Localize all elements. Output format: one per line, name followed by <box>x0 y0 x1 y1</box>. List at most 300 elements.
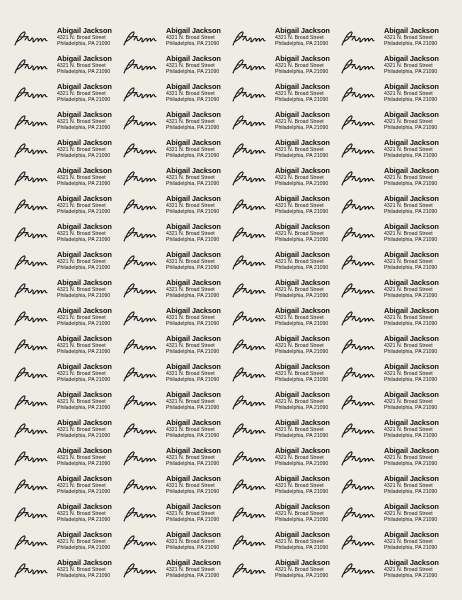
address-block <box>57 531 121 551</box>
handwritten-from-script-icon <box>231 86 267 104</box>
sender-name: Abigail Jackson <box>275 222 330 231</box>
sender-city: Philadelphia, PA 21090 <box>275 264 329 271</box>
sender-city: Philadelphia, PA 21090 <box>57 432 111 439</box>
address-block <box>57 391 121 411</box>
sender-city: Philadelphia, PA 21090 <box>384 180 438 187</box>
sender-name: Abigail Jackson <box>166 278 221 287</box>
sender-street: 4321 N. Broad Street <box>275 454 324 461</box>
handwritten-from-script-icon <box>231 506 267 524</box>
handwritten-from-script-icon <box>13 310 49 328</box>
address-label <box>122 473 231 501</box>
sender-street: 4321 N. Broad Street <box>384 314 433 321</box>
sender-street: 4321 N. Broad Street <box>275 482 324 489</box>
sender-city: Philadelphia, PA 21090 <box>384 376 438 383</box>
sender-street: 4321 N. Broad Street <box>57 314 106 321</box>
sender-city: Philadelphia, PA 21090 <box>275 40 329 47</box>
handwritten-from-script-icon <box>13 226 49 244</box>
handwritten-from-script-icon <box>231 310 267 328</box>
address-label <box>122 137 231 165</box>
handwritten-from-script-icon <box>13 282 49 300</box>
sender-name: Abigail Jackson <box>384 222 439 231</box>
address-block <box>384 391 448 411</box>
address-label <box>340 193 449 221</box>
address-block <box>166 307 230 327</box>
address-label <box>122 557 231 585</box>
sender-street: 4321 N. Broad Street <box>166 454 215 461</box>
sender-city: Philadelphia, PA 21090 <box>384 96 438 103</box>
sender-name: Abigail Jackson <box>384 82 439 91</box>
address-block <box>166 167 230 187</box>
sender-street: 4321 N. Broad Street <box>166 370 215 377</box>
sender-street: 4321 N. Broad Street <box>166 258 215 265</box>
sender-name: Abigail Jackson <box>57 278 112 287</box>
handwritten-from-script-icon <box>340 310 376 328</box>
address-label <box>13 417 122 445</box>
sender-city: Philadelphia, PA 21090 <box>275 404 329 411</box>
address-label <box>231 109 340 137</box>
sender-street: 4321 N. Broad Street <box>384 146 433 153</box>
sender-name: Abigail Jackson <box>384 110 439 119</box>
sender-street: 4321 N. Broad Street <box>275 258 324 265</box>
address-label <box>122 53 231 81</box>
sender-name: Abigail Jackson <box>57 54 112 63</box>
handwritten-from-script-icon <box>340 142 376 160</box>
sender-city: Philadelphia, PA 21090 <box>384 152 438 159</box>
handwritten-from-script-icon <box>122 142 158 160</box>
sender-city: Philadelphia, PA 21090 <box>384 124 438 131</box>
sender-city: Philadelphia, PA 21090 <box>166 488 220 495</box>
address-block <box>275 559 339 579</box>
handwritten-from-script-icon <box>13 86 49 104</box>
handwritten-from-script-icon <box>340 226 376 244</box>
address-label <box>13 529 122 557</box>
sender-city: Philadelphia, PA 21090 <box>384 516 438 523</box>
sender-street: 4321 N. Broad Street <box>166 174 215 181</box>
address-block <box>166 251 230 271</box>
address-block <box>275 419 339 439</box>
handwritten-from-script-icon <box>231 450 267 468</box>
address-label <box>231 25 340 53</box>
address-label <box>122 249 231 277</box>
sender-street: 4321 N. Broad Street <box>275 566 324 573</box>
sender-name: Abigail Jackson <box>275 530 330 539</box>
sender-street: 4321 N. Broad Street <box>166 538 215 545</box>
sender-name: Abigail Jackson <box>166 306 221 315</box>
address-block <box>384 531 448 551</box>
sender-street: 4321 N. Broad Street <box>275 230 324 237</box>
handwritten-from-script-icon <box>122 198 158 216</box>
address-label <box>231 501 340 529</box>
sender-name: Abigail Jackson <box>275 558 330 567</box>
address-label <box>231 193 340 221</box>
address-label <box>340 333 449 361</box>
sender-street: 4321 N. Broad Street <box>166 230 215 237</box>
sender-name: Abigail Jackson <box>57 82 112 91</box>
address-block <box>57 335 121 355</box>
sender-city: Philadelphia, PA 21090 <box>384 68 438 75</box>
sender-name: Abigail Jackson <box>166 138 221 147</box>
sender-name: Abigail Jackson <box>57 530 112 539</box>
sender-street: 4321 N. Broad Street <box>384 230 433 237</box>
sender-name: Abigail Jackson <box>275 250 330 259</box>
sender-name: Abigail Jackson <box>275 82 330 91</box>
handwritten-from-script-icon <box>122 394 158 412</box>
sender-city: Philadelphia, PA 21090 <box>275 292 329 299</box>
address-block <box>384 251 448 271</box>
handwritten-from-script-icon <box>13 338 49 356</box>
sender-name: Abigail Jackson <box>384 362 439 371</box>
sender-street: 4321 N. Broad Street <box>57 118 106 125</box>
sender-city: Philadelphia, PA 21090 <box>57 292 111 299</box>
handwritten-from-script-icon <box>122 562 158 580</box>
address-block <box>275 55 339 75</box>
handwritten-from-script-icon <box>231 422 267 440</box>
address-block <box>57 307 121 327</box>
address-label <box>340 417 449 445</box>
handwritten-from-script-icon <box>340 282 376 300</box>
address-label <box>340 137 449 165</box>
address-label <box>122 445 231 473</box>
address-block <box>384 475 448 495</box>
sender-street: 4321 N. Broad Street <box>166 286 215 293</box>
address-label <box>13 389 122 417</box>
handwritten-from-script-icon <box>13 450 49 468</box>
address-block <box>166 363 230 383</box>
sender-street: 4321 N. Broad Street <box>384 398 433 405</box>
sender-name: Abigail Jackson <box>166 54 221 63</box>
sender-name: Abigail Jackson <box>166 222 221 231</box>
address-block <box>57 55 121 75</box>
sender-city: Philadelphia, PA 21090 <box>166 544 220 551</box>
address-label <box>122 305 231 333</box>
address-block <box>166 531 230 551</box>
sender-street: 4321 N. Broad Street <box>384 258 433 265</box>
sender-name: Abigail Jackson <box>275 110 330 119</box>
sender-city: Philadelphia, PA 21090 <box>275 572 329 579</box>
handwritten-from-script-icon <box>122 366 158 384</box>
sender-city: Philadelphia, PA 21090 <box>166 96 220 103</box>
sender-name: Abigail Jackson <box>166 82 221 91</box>
sender-name: Abigail Jackson <box>384 390 439 399</box>
sender-name: Abigail Jackson <box>384 558 439 567</box>
sender-name: Abigail Jackson <box>166 166 221 175</box>
address-label <box>13 193 122 221</box>
sender-street: 4321 N. Broad Street <box>275 174 324 181</box>
handwritten-from-script-icon <box>231 170 267 188</box>
sender-street: 4321 N. Broad Street <box>57 398 106 405</box>
address-label <box>13 221 122 249</box>
sender-name: Abigail Jackson <box>166 334 221 343</box>
address-label <box>340 445 449 473</box>
sender-name: Abigail Jackson <box>384 138 439 147</box>
sender-city: Philadelphia, PA 21090 <box>57 348 111 355</box>
handwritten-from-script-icon <box>340 562 376 580</box>
address-label <box>231 529 340 557</box>
handwritten-from-script-icon <box>122 282 158 300</box>
sender-name: Abigail Jackson <box>166 530 221 539</box>
address-label <box>13 109 122 137</box>
sender-street: 4321 N. Broad Street <box>384 342 433 349</box>
sender-city: Philadelphia, PA 21090 <box>57 488 111 495</box>
sender-name: Abigail Jackson <box>384 194 439 203</box>
sender-city: Philadelphia, PA 21090 <box>275 320 329 327</box>
address-label <box>231 305 340 333</box>
sender-name: Abigail Jackson <box>57 334 112 343</box>
sender-city: Philadelphia, PA 21090 <box>384 264 438 271</box>
sender-city: Philadelphia, PA 21090 <box>275 180 329 187</box>
sender-city: Philadelphia, PA 21090 <box>275 432 329 439</box>
address-block <box>166 83 230 103</box>
address-block <box>166 195 230 215</box>
sender-name: Abigail Jackson <box>384 306 439 315</box>
address-block <box>275 223 339 243</box>
handwritten-from-script-icon <box>122 254 158 272</box>
sender-name: Abigail Jackson <box>384 26 439 35</box>
sender-street: 4321 N. Broad Street <box>57 566 106 573</box>
handwritten-from-script-icon <box>122 86 158 104</box>
handwritten-from-script-icon <box>13 506 49 524</box>
address-label <box>340 249 449 277</box>
address-label <box>340 165 449 193</box>
address-block <box>275 391 339 411</box>
sender-city: Philadelphia, PA 21090 <box>275 208 329 215</box>
sender-name: Abigail Jackson <box>57 390 112 399</box>
address-block <box>57 503 121 523</box>
sender-city: Philadelphia, PA 21090 <box>57 572 111 579</box>
sender-city: Philadelphia, PA 21090 <box>384 460 438 467</box>
handwritten-from-script-icon <box>13 198 49 216</box>
sender-street: 4321 N. Broad Street <box>384 202 433 209</box>
handwritten-from-script-icon <box>340 170 376 188</box>
sender-city: Philadelphia, PA 21090 <box>57 68 111 75</box>
address-label <box>231 165 340 193</box>
address-block <box>57 195 121 215</box>
sender-city: Philadelphia, PA 21090 <box>166 404 220 411</box>
address-block <box>275 335 339 355</box>
sender-name: Abigail Jackson <box>384 502 439 511</box>
sender-name: Abigail Jackson <box>275 502 330 511</box>
address-label <box>231 557 340 585</box>
sender-city: Philadelphia, PA 21090 <box>57 124 111 131</box>
address-block <box>275 503 339 523</box>
sender-name: Abigail Jackson <box>57 194 112 203</box>
sender-name: Abigail Jackson <box>166 558 221 567</box>
address-block <box>57 27 121 47</box>
sender-street: 4321 N. Broad Street <box>57 174 106 181</box>
address-block <box>166 223 230 243</box>
sender-city: Philadelphia, PA 21090 <box>57 544 111 551</box>
sender-name: Abigail Jackson <box>384 446 439 455</box>
handwritten-from-script-icon <box>231 282 267 300</box>
sender-city: Philadelphia, PA 21090 <box>166 320 220 327</box>
sender-name: Abigail Jackson <box>166 362 221 371</box>
sender-name: Abigail Jackson <box>57 110 112 119</box>
sender-name: Abigail Jackson <box>275 194 330 203</box>
address-label <box>340 529 449 557</box>
sender-name: Abigail Jackson <box>275 474 330 483</box>
handwritten-from-script-icon <box>340 338 376 356</box>
sender-city: Philadelphia, PA 21090 <box>275 544 329 551</box>
sender-street: 4321 N. Broad Street <box>275 90 324 97</box>
address-block <box>166 139 230 159</box>
sender-city: Philadelphia, PA 21090 <box>166 68 220 75</box>
sender-city: Philadelphia, PA 21090 <box>275 488 329 495</box>
sender-city: Philadelphia, PA 21090 <box>275 460 329 467</box>
sender-street: 4321 N. Broad Street <box>57 426 106 433</box>
address-label <box>340 109 449 137</box>
address-block <box>384 167 448 187</box>
address-block <box>384 307 448 327</box>
address-label <box>340 557 449 585</box>
address-block <box>166 27 230 47</box>
sender-street: 4321 N. Broad Street <box>166 62 215 69</box>
sender-street: 4321 N. Broad Street <box>57 230 106 237</box>
handwritten-from-script-icon <box>13 478 49 496</box>
sender-name: Abigail Jackson <box>384 474 439 483</box>
sender-name: Abigail Jackson <box>57 418 112 427</box>
handwritten-from-script-icon <box>122 478 158 496</box>
address-label <box>13 165 122 193</box>
address-block <box>166 475 230 495</box>
sender-street: 4321 N. Broad Street <box>57 258 106 265</box>
address-block <box>57 419 121 439</box>
address-label <box>122 193 231 221</box>
address-block <box>384 447 448 467</box>
address-label <box>340 361 449 389</box>
sender-name: Abigail Jackson <box>166 418 221 427</box>
handwritten-from-script-icon <box>231 394 267 412</box>
sender-name: Abigail Jackson <box>275 334 330 343</box>
handwritten-from-script-icon <box>13 58 49 76</box>
handwritten-from-script-icon <box>231 30 267 48</box>
sender-name: Abigail Jackson <box>275 166 330 175</box>
sender-street: 4321 N. Broad Street <box>384 286 433 293</box>
address-block <box>275 475 339 495</box>
address-block <box>275 139 339 159</box>
sender-name: Abigail Jackson <box>384 278 439 287</box>
sender-city: Philadelphia, PA 21090 <box>384 544 438 551</box>
address-block <box>57 363 121 383</box>
address-block <box>57 475 121 495</box>
sender-city: Philadelphia, PA 21090 <box>384 292 438 299</box>
address-label <box>13 333 122 361</box>
sender-street: 4321 N. Broad Street <box>166 426 215 433</box>
address-block <box>57 167 121 187</box>
sender-name: Abigail Jackson <box>57 558 112 567</box>
sender-street: 4321 N. Broad Street <box>166 118 215 125</box>
handwritten-from-script-icon <box>13 142 49 160</box>
sender-name: Abigail Jackson <box>275 54 330 63</box>
address-label <box>340 305 449 333</box>
sender-name: Abigail Jackson <box>384 54 439 63</box>
handwritten-from-script-icon <box>122 114 158 132</box>
sender-street: 4321 N. Broad Street <box>57 482 106 489</box>
handwritten-from-script-icon <box>340 450 376 468</box>
address-label <box>122 417 231 445</box>
handwritten-from-script-icon <box>13 30 49 48</box>
address-block <box>384 223 448 243</box>
sender-street: 4321 N. Broad Street <box>57 342 106 349</box>
address-block <box>384 55 448 75</box>
address-block <box>384 27 448 47</box>
address-block <box>166 447 230 467</box>
sender-name: Abigail Jackson <box>166 474 221 483</box>
address-block <box>275 111 339 131</box>
address-block <box>166 279 230 299</box>
address-label <box>231 81 340 109</box>
sender-street: 4321 N. Broad Street <box>57 202 106 209</box>
sender-city: Philadelphia, PA 21090 <box>166 236 220 243</box>
address-label <box>122 361 231 389</box>
sender-name: Abigail Jackson <box>57 474 112 483</box>
address-block <box>57 251 121 271</box>
address-label <box>13 557 122 585</box>
address-label <box>231 249 340 277</box>
address-block <box>166 503 230 523</box>
sender-street: 4321 N. Broad Street <box>275 286 324 293</box>
sender-name: Abigail Jackson <box>57 446 112 455</box>
sender-name: Abigail Jackson <box>275 306 330 315</box>
address-label <box>340 389 449 417</box>
address-label <box>13 277 122 305</box>
sender-city: Philadelphia, PA 21090 <box>57 516 111 523</box>
sender-name: Abigail Jackson <box>166 250 221 259</box>
sender-city: Philadelphia, PA 21090 <box>166 460 220 467</box>
handwritten-from-script-icon <box>122 310 158 328</box>
handwritten-from-script-icon <box>340 394 376 412</box>
sender-street: 4321 N. Broad Street <box>384 118 433 125</box>
address-block <box>57 83 121 103</box>
handwritten-from-script-icon <box>231 366 267 384</box>
sender-city: Philadelphia, PA 21090 <box>384 208 438 215</box>
handwritten-from-script-icon <box>231 562 267 580</box>
sender-street: 4321 N. Broad Street <box>57 34 106 41</box>
label-grid <box>13 25 449 585</box>
handwritten-from-script-icon <box>122 30 158 48</box>
address-label <box>122 109 231 137</box>
sender-street: 4321 N. Broad Street <box>166 314 215 321</box>
address-block <box>275 167 339 187</box>
address-label <box>340 501 449 529</box>
address-block <box>384 559 448 579</box>
sender-street: 4321 N. Broad Street <box>166 34 215 41</box>
address-block <box>384 279 448 299</box>
sender-street: 4321 N. Broad Street <box>275 426 324 433</box>
sender-name: Abigail Jackson <box>275 446 330 455</box>
address-label <box>122 165 231 193</box>
sender-city: Philadelphia, PA 21090 <box>275 68 329 75</box>
sender-name: Abigail Jackson <box>384 250 439 259</box>
address-label <box>122 25 231 53</box>
sender-city: Philadelphia, PA 21090 <box>57 264 111 271</box>
address-label <box>13 81 122 109</box>
sender-city: Philadelphia, PA 21090 <box>166 572 220 579</box>
address-label <box>231 361 340 389</box>
sender-name: Abigail Jackson <box>57 306 112 315</box>
sender-city: Philadelphia, PA 21090 <box>57 180 111 187</box>
handwritten-from-script-icon <box>340 366 376 384</box>
sender-city: Philadelphia, PA 21090 <box>166 348 220 355</box>
sender-city: Philadelphia, PA 21090 <box>384 488 438 495</box>
sender-city: Philadelphia, PA 21090 <box>166 264 220 271</box>
handwritten-from-script-icon <box>13 422 49 440</box>
sender-name: Abigail Jackson <box>166 502 221 511</box>
sender-street: 4321 N. Broad Street <box>57 454 106 461</box>
address-block <box>384 111 448 131</box>
sender-city: Philadelphia, PA 21090 <box>275 96 329 103</box>
address-label <box>340 81 449 109</box>
sender-city: Philadelphia, PA 21090 <box>57 40 111 47</box>
